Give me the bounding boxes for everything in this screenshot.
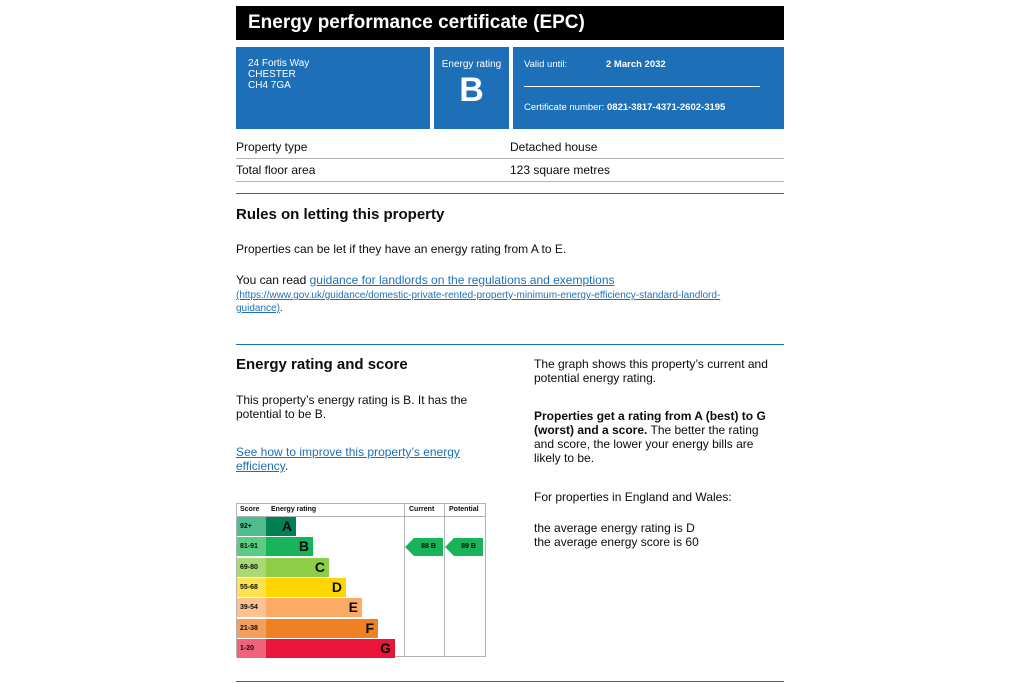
band-letter: E [266, 598, 362, 617]
address-line-1: 24 Fortis Way [248, 58, 310, 69]
property-value: Detached house [510, 140, 598, 154]
energy-text-line: This property’s energy rating is B. It has the [236, 393, 468, 407]
address-box [236, 47, 430, 129]
rating-text: The better the rating [647, 423, 759, 437]
band-score-range: 92+ [237, 517, 266, 536]
guidance-link[interactable]: guidance for landlords on the regulations and exemptions [309, 273, 615, 287]
guidance-suffix: . [279, 303, 283, 314]
chart-header-potential: Potential [449, 506, 479, 513]
certificate-number: 0821-3817-4371-2602-3195 [607, 102, 726, 113]
current-rating-label: 88 B [414, 538, 443, 556]
energy-rating-value: B [459, 71, 484, 109]
improve-suffix: . [284, 459, 289, 473]
property-value: 123 square metres [510, 163, 611, 177]
certificate-number-label: Certificate number: [524, 102, 605, 113]
energy-text-line: potential to be B. [236, 407, 327, 421]
improve-link-line-2[interactable]: efficiency [236, 459, 285, 473]
energy-text [236, 393, 496, 421]
band-score-range: 69-80 [237, 558, 266, 577]
band-score-range: 1-20 [237, 639, 266, 658]
section-divider [236, 681, 784, 682]
valid-until-label: Valid until: [524, 59, 568, 70]
rating-explanation [534, 409, 784, 465]
chart-header-rating: Energy rating [271, 506, 317, 513]
average-score: the average energy score is 60 [534, 535, 699, 549]
band-letter: C [266, 558, 329, 577]
valid-until-date: 2 March 2032 [606, 59, 666, 70]
page-title: Energy performance certificate (EPC) [236, 6, 784, 40]
improve-efficiency [236, 445, 496, 473]
rating-bold-line: (worst) and a score. [534, 423, 648, 437]
address-line-2: CHESTER [248, 69, 296, 80]
chart-header-score: Score [240, 506, 260, 513]
current-rating-arrow [405, 538, 443, 556]
guidance-url-line-1[interactable]: (https://www.gov.uk/guidance/domestic-private-rented-property-minimum-energy-efficiency-standard-landlord- [236, 290, 721, 301]
band-letter: A [266, 517, 296, 536]
certificate-box [513, 47, 784, 129]
band-letter: D [266, 578, 346, 597]
section-divider [236, 193, 784, 194]
band-letter: B [266, 537, 313, 556]
chart-divider [404, 504, 405, 656]
energy-rating-chart [236, 503, 486, 657]
guidance-url [236, 289, 784, 315]
improve-link-line-1[interactable]: See how to improve this property’s energy [236, 445, 460, 459]
band-score-range: 81-91 [237, 537, 266, 556]
band-score-range: 55-68 [237, 578, 266, 597]
potential-rating-label: 89 B [454, 538, 483, 556]
band-letter: F [266, 619, 378, 638]
energy-rating-label: Energy rating [441, 59, 502, 70]
letting-text: Properties can be let if they have an energy rating from A to E. [236, 242, 567, 256]
guidance-prefix: You can read [236, 273, 310, 287]
letting-guidance [236, 273, 784, 287]
guidance-url-line-2[interactable]: guidance) [236, 303, 280, 314]
address-line-3: CH4 7GA [248, 80, 291, 91]
divider [524, 86, 760, 87]
graph-text-line: potential energy rating. [534, 371, 657, 385]
rating-text: likely to be. [534, 451, 595, 465]
energy-rating-box [434, 47, 509, 129]
average-stats [534, 521, 699, 549]
energy-heading: Energy rating and score [236, 356, 408, 373]
property-row [236, 159, 784, 182]
graph-text-line: The graph shows this property’s current and [534, 357, 768, 371]
rating-text: and score, the lower your energy bills are [534, 437, 754, 451]
for-properties: For properties in England and Wales: [534, 490, 732, 504]
letting-heading: Rules on letting this property [236, 206, 445, 223]
potential-rating-arrow [445, 538, 483, 556]
rating-bold-line: Properties get a rating from A (best) to G [534, 409, 766, 423]
band-score-range: 39-54 [237, 598, 266, 617]
band-letter: G [266, 639, 395, 658]
property-key: Property type [236, 140, 308, 154]
average-rating: the average energy rating is D [534, 521, 695, 535]
property-key: Total floor area [236, 163, 316, 177]
band-score-range: 21-38 [237, 619, 266, 638]
chart-divider [444, 504, 445, 656]
section-divider [236, 344, 784, 345]
graph-explanation [534, 357, 784, 385]
chart-header-current: Current [409, 506, 435, 513]
property-row [236, 136, 784, 159]
